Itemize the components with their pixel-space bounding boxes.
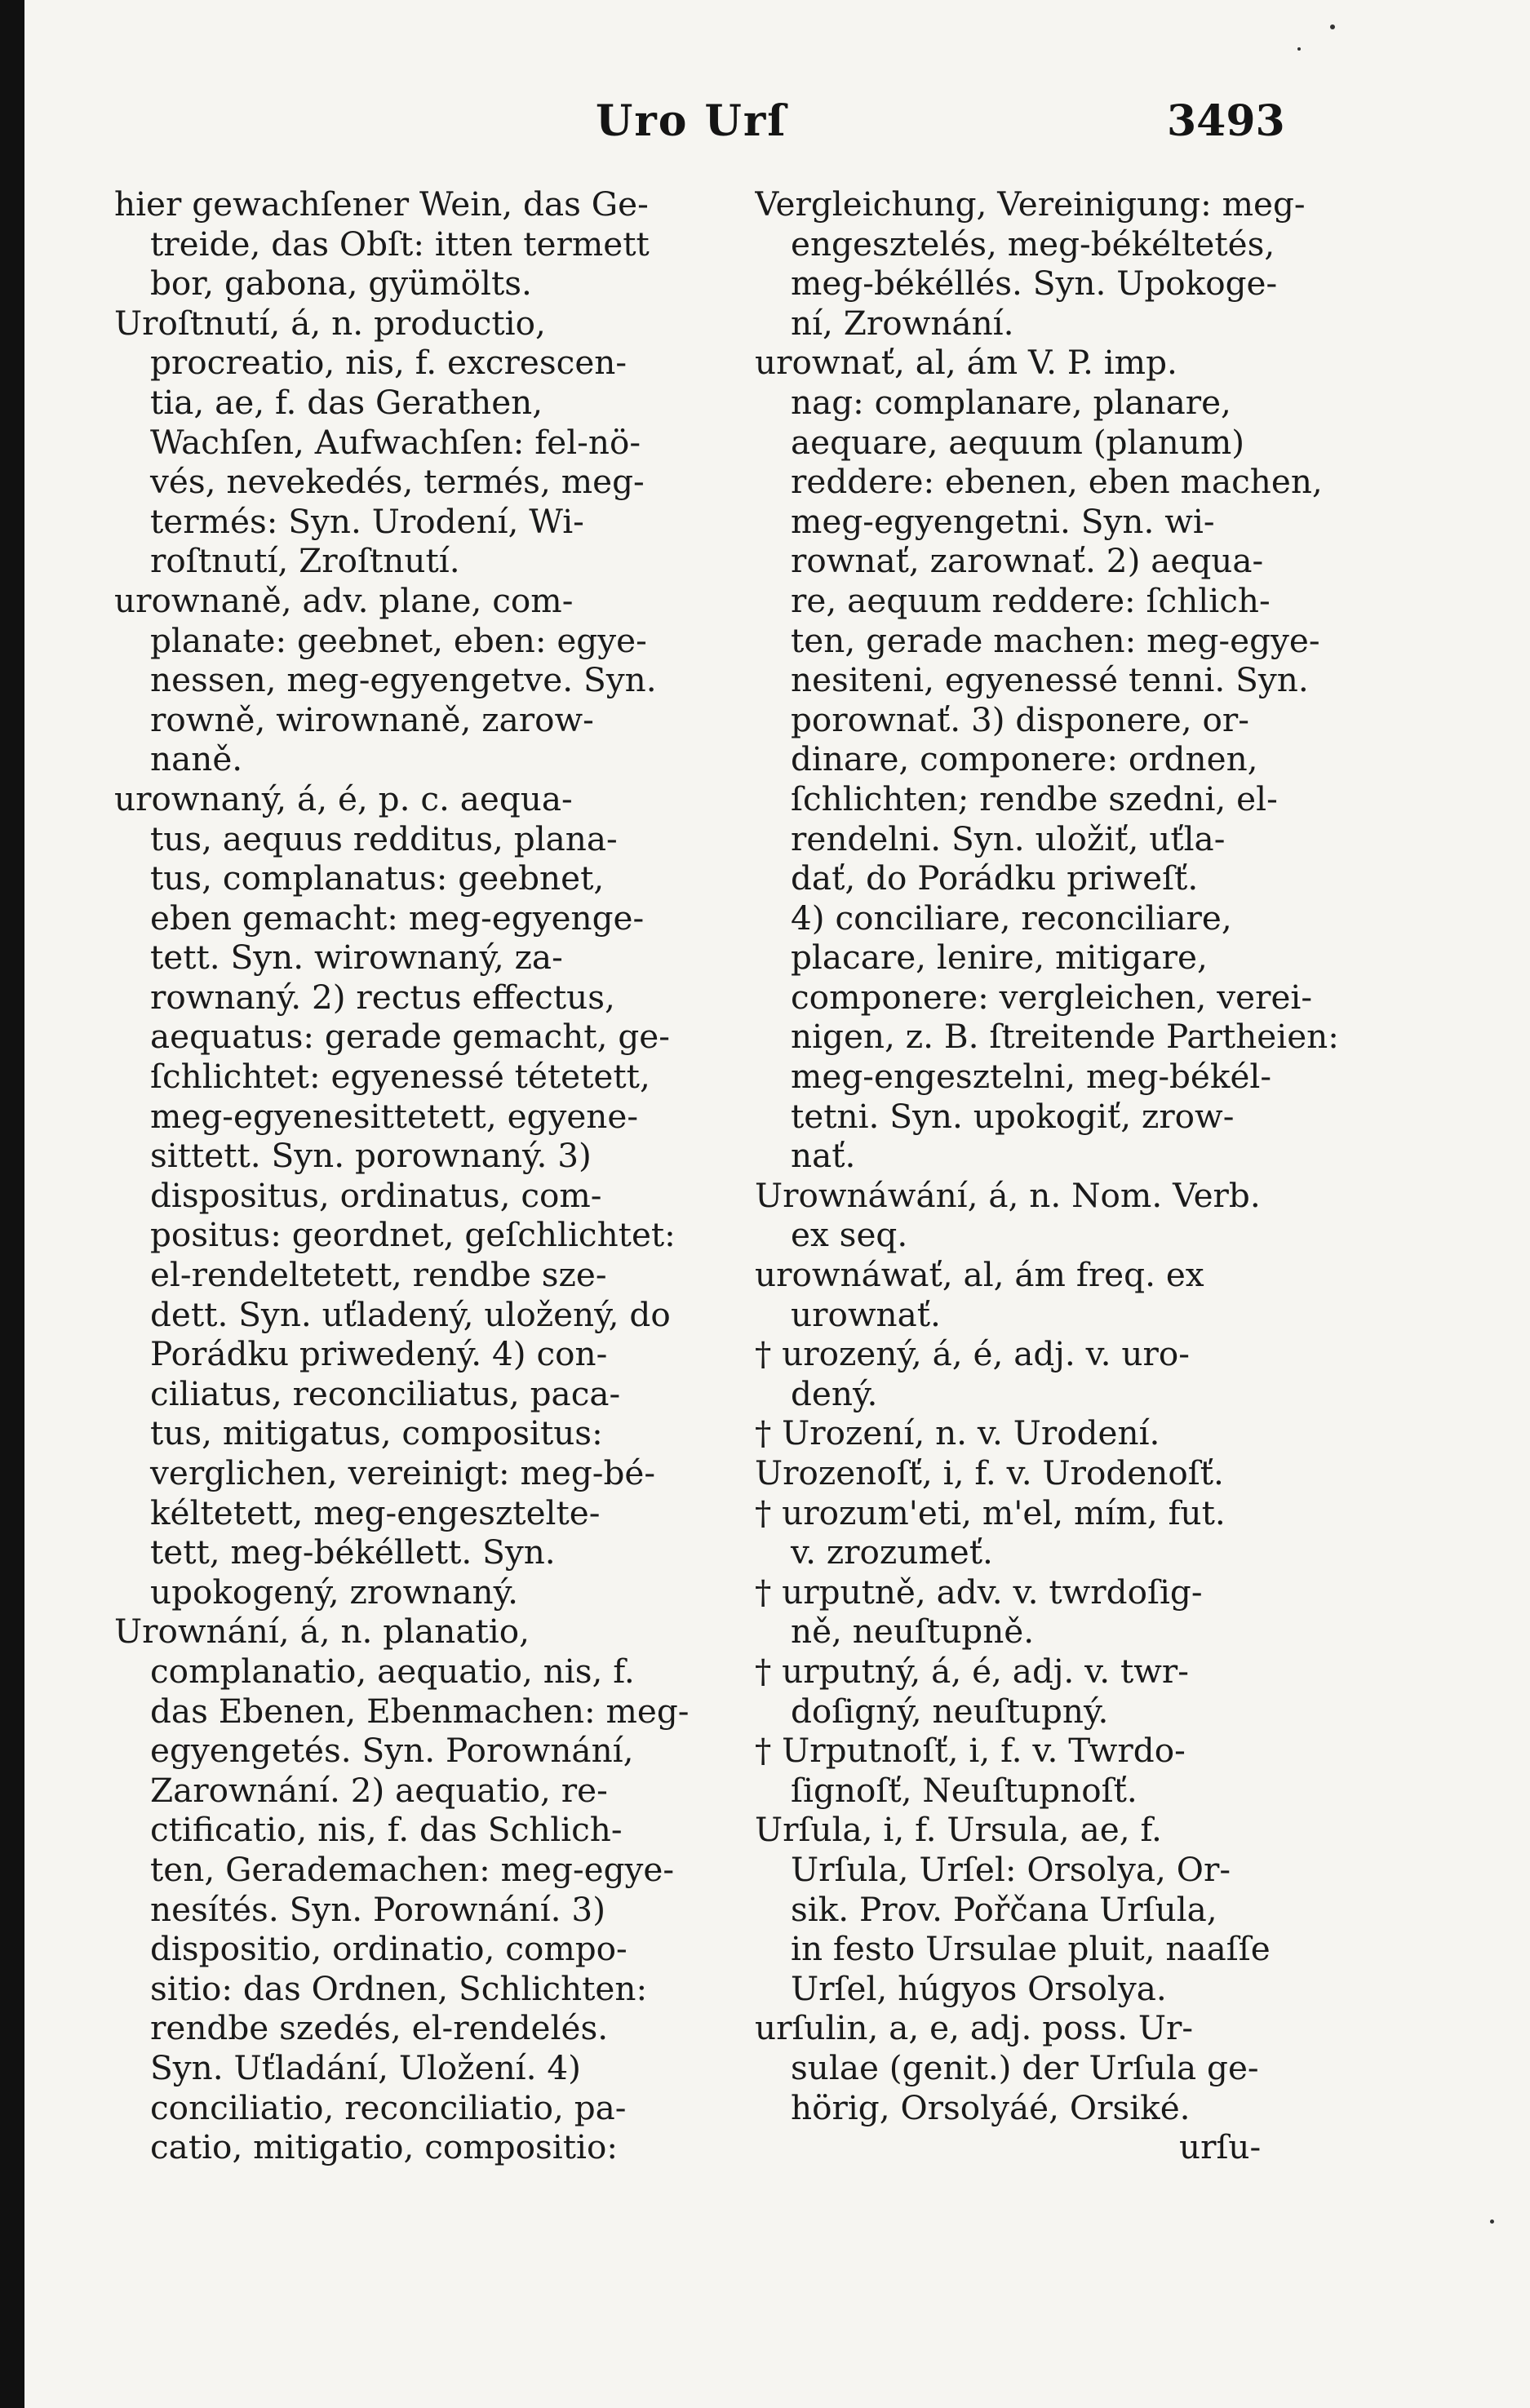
dictionary-line: kéltetett, meg-engesztelte- (150, 1492, 601, 1532)
dictionary-line: rownaný. 2) rectus effectus, (150, 977, 615, 1017)
dictionary-line: nesítés. Syn. Porownání. 3) (150, 1889, 606, 1929)
dictionary-line: urownaně, adv. plane, com- (114, 580, 574, 620)
dictionary-line: tett, meg-békéllett. Syn. (150, 1532, 556, 1572)
dictionary-line: ně, neuſtupně. (791, 1612, 1035, 1652)
print-speck (1297, 47, 1301, 51)
dictionary-line: hier gewachſener Wein, das Ge- (114, 184, 649, 224)
dictionary-line: tus, aequus redditus, plana- (150, 818, 618, 858)
dictionary-line: porownať. 3) disponere, or- (791, 699, 1249, 739)
dictionary-line: tett. Syn. wirownaný, za- (150, 938, 563, 978)
running-head (24, 96, 1530, 153)
dictionary-line: tia, ae, f. das Gerathen, (150, 382, 543, 422)
dictionary-line: meg-engesztelni, meg-békél- (791, 1057, 1272, 1097)
dictionary-line: Urownání, á, n. planatio, (114, 1612, 530, 1652)
dictionary-line: dať, do Porádku priweſť. (791, 858, 1199, 898)
dictionary-line: Porádku priwedený. 4) con- (150, 1334, 608, 1374)
dictionary-line: dett. Syn. uťladený, uložený, do (150, 1294, 671, 1334)
dictionary-line: engesztelés, meg-békéltetés, (791, 224, 1275, 264)
dictionary-line: verglichen, vereinigt: meg-bé- (150, 1453, 656, 1492)
dictionary-line: egyengetés. Syn. Porownání, (150, 1731, 634, 1771)
dictionary-line: procreatio, nis, f. excrescen- (150, 343, 628, 383)
dictionary-line: planate: geebnet, eben: egye- (150, 620, 647, 660)
dictionary-line: Uroſtnutí, á, n. productio, (114, 303, 546, 343)
dictionary-line: sik. Prov. Pořčana Urſula, (791, 1889, 1217, 1929)
dictionary-line: treide, das Obſt: itten termett (150, 224, 650, 264)
dictionary-line: componere: vergleichen, verei- (791, 977, 1313, 1017)
dictionary-line: rownať, zarownať. 2) aequa- (791, 541, 1264, 581)
dictionary-line: urownať. (791, 1294, 941, 1334)
dictionary-line: re, aequum reddere: ſchlich- (791, 580, 1271, 620)
dictionary-line: ex seq. (791, 1215, 908, 1255)
dictionary-line: termés: Syn. Urodení, Wi- (150, 501, 584, 541)
dictionary-line: sulae (genit.) der Urſula ge- (791, 2047, 1259, 2087)
dictionary-line: ctificatio, nis, f. das Schlich- (150, 1810, 623, 1850)
dictionary-line: dispositio, ordinatio, compo- (150, 1929, 628, 1969)
dictionary-line: urownaný, á, é, p. c. aequa- (114, 778, 573, 818)
dictionary-line: ní, Zrownání. (791, 303, 1014, 343)
dictionary-line: Wachſen, Aufwachſen: fel-nö- (150, 422, 641, 462)
dictionary-line: eben gemacht: meg-egyenge- (150, 898, 645, 938)
dictionary-line: nesiteni, egyenessé tenni. Syn. (791, 660, 1309, 700)
dictionary-line: naně. (150, 739, 243, 779)
dictionary-line: hörig, Orsolyáé, Orsiké. (791, 2087, 1191, 2127)
dictionary-line: reddere: ebenen, eben machen, (791, 462, 1323, 502)
dictionary-line: rowně, wirownaně, zarow- (150, 699, 594, 739)
dictionary-line: nessen, meg-egyengetve. Syn. (150, 660, 657, 700)
catchword: urſu- (1179, 2127, 1262, 2167)
dictionary-line: urſulin, a, e, adj. poss. Ur- (755, 2008, 1194, 2048)
dictionary-line: das Ebenen, Ebenmachen: meg- (150, 1691, 690, 1731)
dictionary-line: dispositus, ordinatus, com- (150, 1175, 602, 1215)
dictionary-line: nigen, z. B. ſtreitende Partheien: (791, 1017, 1339, 1057)
page-number: 3493 (1167, 96, 1285, 146)
dictionary-line: sitio: das Ordnen, Schlichten: (150, 1968, 648, 2008)
dictionary-line: † urozený, á, é, adj. v. uro- (755, 1334, 1190, 1374)
dictionary-line: sittett. Syn. porownaný. 3) (150, 1136, 592, 1176)
dictionary-line: meg-egyenesittetett, egyene- (150, 1096, 639, 1136)
dictionary-line: Vergleichung, Vereinigung: meg- (755, 184, 1306, 224)
dictionary-line: upokogený, zrownaný. (150, 1572, 518, 1612)
dictionary-line: Urſel, húgyos Orsolya. (791, 1968, 1167, 2008)
dictionary-line: ſignoſť, Neuſtupnoſť. (791, 1770, 1138, 1810)
dictionary-line: meg-békéllés. Syn. Upokoge- (791, 264, 1278, 304)
dictionary-line: ciliatus, reconciliatus, paca- (150, 1373, 621, 1413)
dictionary-line: Urozenoſť, i, f. v. Urodenoſť. (755, 1453, 1224, 1492)
dictionary-line: doſigný, neuſtupný. (791, 1691, 1109, 1731)
print-speck (1490, 2220, 1494, 2224)
dictionary-line: dený. (791, 1373, 878, 1413)
dictionary-line: conciliatio, reconciliatio, pa- (150, 2087, 627, 2127)
dictionary-line: urownáwať, al, ám freq. ex (755, 1255, 1204, 1295)
dictionary-line: † Urození, n. v. Urodení. (755, 1413, 1160, 1453)
dictionary-line: meg-egyengetni. Syn. wi- (791, 501, 1215, 541)
dictionary-line: ſchlichtet: egyenessé tétetett, (150, 1057, 650, 1097)
dictionary-line: aequare, aequum (planum) (791, 422, 1245, 462)
dictionary-line: Urſula, i, f. Ursula, ae, f. (755, 1810, 1162, 1850)
dictionary-line: Urſula, Urſel: Orsolya, Or- (791, 1849, 1231, 1889)
dictionary-line: † urozum'eti, m'el, mím, fut. (755, 1492, 1226, 1532)
dictionary-line: tetni. Syn. upokogiť, zrow- (791, 1096, 1235, 1136)
dictionary-line: dinare, componere: ordnen, (791, 739, 1258, 779)
dictionary-line: complanatio, aequatio, nis, f. (150, 1651, 635, 1691)
dictionary-line: ten, gerade machen: meg-egye- (791, 620, 1320, 660)
right-column (755, 184, 1399, 2167)
book-page (24, 0, 1530, 2408)
dictionary-line: tus, mitigatus, compositus: (150, 1413, 603, 1453)
dictionary-line: catio, mitigatio, compositio: (150, 2127, 618, 2167)
dictionary-line: positus: geordnet, geſchlichtet: (150, 1215, 676, 1255)
dictionary-line: ſchlichten; rendbe szedni, el- (791, 778, 1278, 818)
dictionary-line: nag: complanare, planare, (791, 382, 1231, 422)
dictionary-line: Zarownání. 2) aequatio, re- (150, 1770, 608, 1810)
dictionary-line: Urownáwání, á, n. Nom. Verb. (755, 1175, 1261, 1215)
dictionary-line: tus, complanatus: geebnet, (150, 858, 605, 898)
print-speck (1330, 24, 1335, 29)
dictionary-line: Syn. Uťladání, Uložení. 4) (150, 2047, 581, 2087)
dictionary-line: rendbe szedés, el-rendelés. (150, 2008, 609, 2048)
header-guide-words: Uro Urſ (596, 96, 787, 146)
dictionary-line: † Urputnoſť, i, f. v. Twrdo- (755, 1731, 1186, 1771)
dictionary-line: aequatus: gerade gemacht, ge- (150, 1017, 670, 1057)
dictionary-line: 4) conciliare, reconciliare, (791, 898, 1232, 938)
dictionary-line: † urputný, á, é, adj. v. twr- (755, 1651, 1189, 1691)
dictionary-line: bor, gabona, gyümölts. (150, 264, 532, 304)
dictionary-line: vés, nevekedés, termés, meg- (150, 462, 645, 502)
dictionary-line: nať. (791, 1136, 856, 1176)
dictionary-line: urownať, al, ám V. P. imp. (755, 343, 1177, 383)
dictionary-line: roſtnutí, Zroſtnutí. (150, 541, 460, 581)
dictionary-line: ten, Gerademachen: meg-egye- (150, 1849, 675, 1889)
dictionary-line: in festo Ursulae pluit, naaſſe (791, 1929, 1271, 1969)
left-column (114, 184, 759, 2167)
dictionary-line: † urputně, adv. v. twrdoſig- (755, 1572, 1203, 1612)
dictionary-line: rendelni. Syn. uložiť, uťla- (791, 818, 1226, 858)
dictionary-line: v. zrozumeť. (791, 1532, 993, 1572)
dictionary-line: placare, lenire, mitigare, (791, 938, 1208, 978)
dictionary-line: el-rendeltetett, rendbe sze- (150, 1255, 607, 1295)
